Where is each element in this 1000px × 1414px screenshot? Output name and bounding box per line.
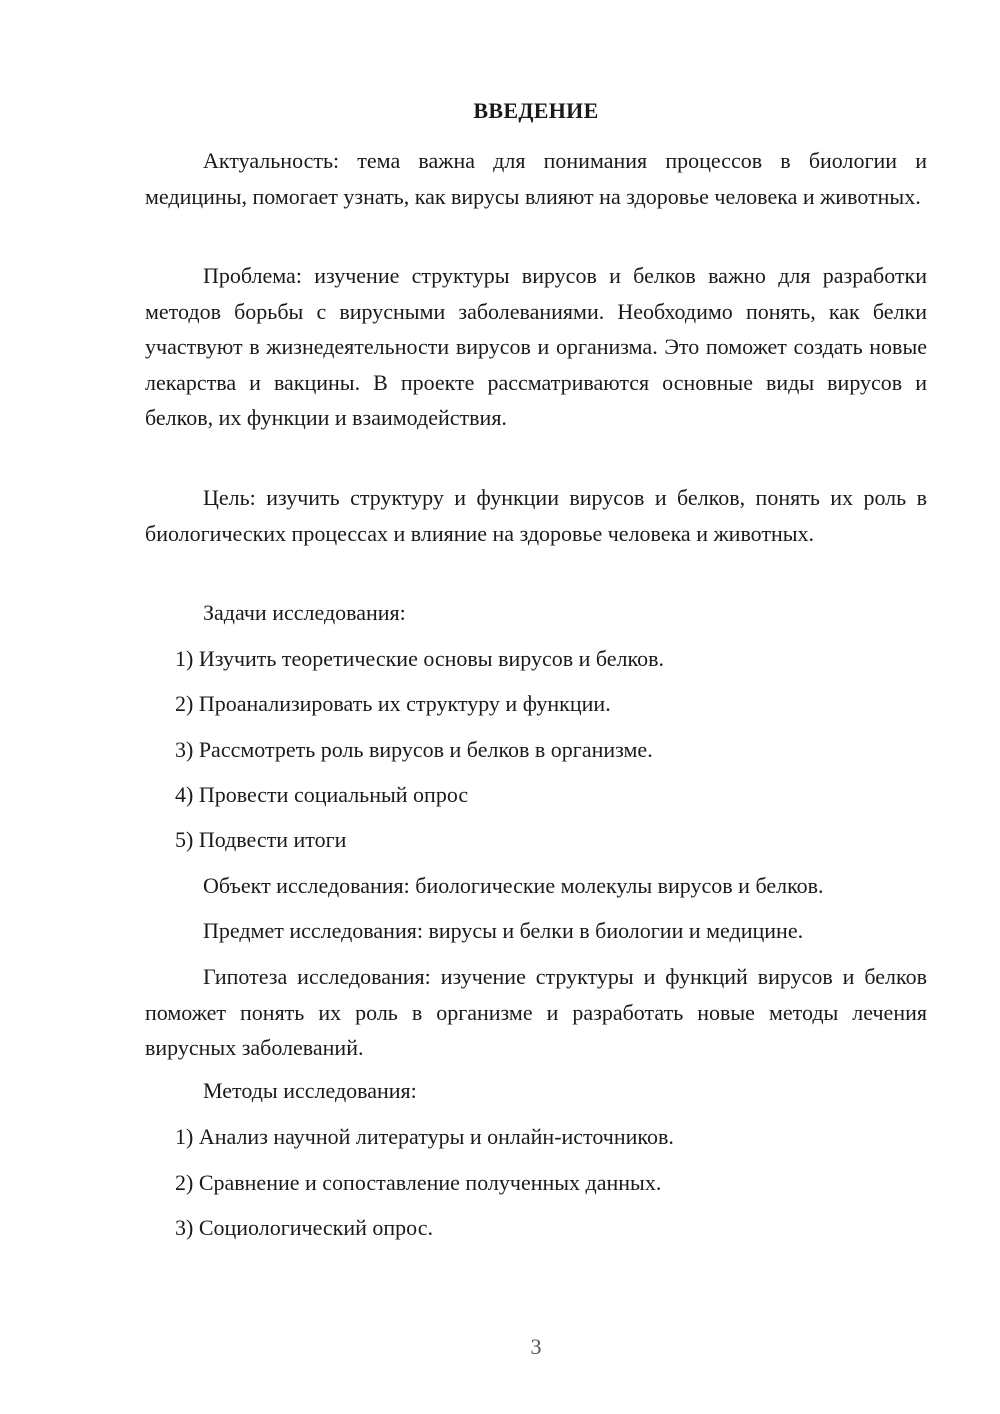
research-object: Объект исследования: биологические молекулы вирусов и белков. xyxy=(203,873,824,898)
task-item: 2) Проанализировать их структуру и функции. xyxy=(175,691,611,716)
methods-heading: Методы исследования: xyxy=(203,1078,417,1103)
method-item: 2) Сравнение и сопоставление полученных данных. xyxy=(175,1170,662,1195)
task-item: 5) Подвести итоги xyxy=(175,827,347,852)
method-item: 3) Социологический опрос. xyxy=(175,1215,433,1240)
research-subject: Предмет исследования: вирусы и белки в биологии и медицине. xyxy=(203,918,804,943)
task-item: 3) Рассмотреть роль вирусов и белков в организме. xyxy=(175,737,653,762)
method-item: 1) Анализ научной литературы и онлайн-источников. xyxy=(175,1124,674,1149)
page-number: 3 xyxy=(530,1334,542,1359)
task-item: 4) Провести социальный опрос xyxy=(175,782,469,807)
hypothesis-paragraph: Гипотеза исследования: изучение структуры и функций вирусов и белков поможет понять их роль в организме и разработать новые методы лечения вирусных заболеваний. xyxy=(145,964,927,1060)
page-title: ВВЕДЕНИЕ xyxy=(473,98,599,123)
tasks-heading: Задачи исследования: xyxy=(203,600,406,625)
relevance-paragraph: Актуальность: тема важна для понимания процессов в биологии и медицины, помогает узнать, как вирусы влияют на здоровье человека и животных. xyxy=(145,148,927,209)
goal-paragraph: Цель: изучить структуру и функции вирусов и белков, понять их роль в биологических процессах и влияние на здоровье человека и животных. xyxy=(145,485,927,546)
problem-paragraph: Проблема: изучение структуры вирусов и белков важно для разработки методов борьбы с вирусными заболеваниями. Необходимо понять, как белки участвуют в жизнедеятельности вирусов и организма. Это поможет создать новые лекарства и вакцины. В проекте рассматриваются основные виды вирусов и белков, их функции и взаимодействия. xyxy=(145,263,927,430)
task-item: 1) Изучить теоретические основы вирусов и белков. xyxy=(175,646,664,671)
